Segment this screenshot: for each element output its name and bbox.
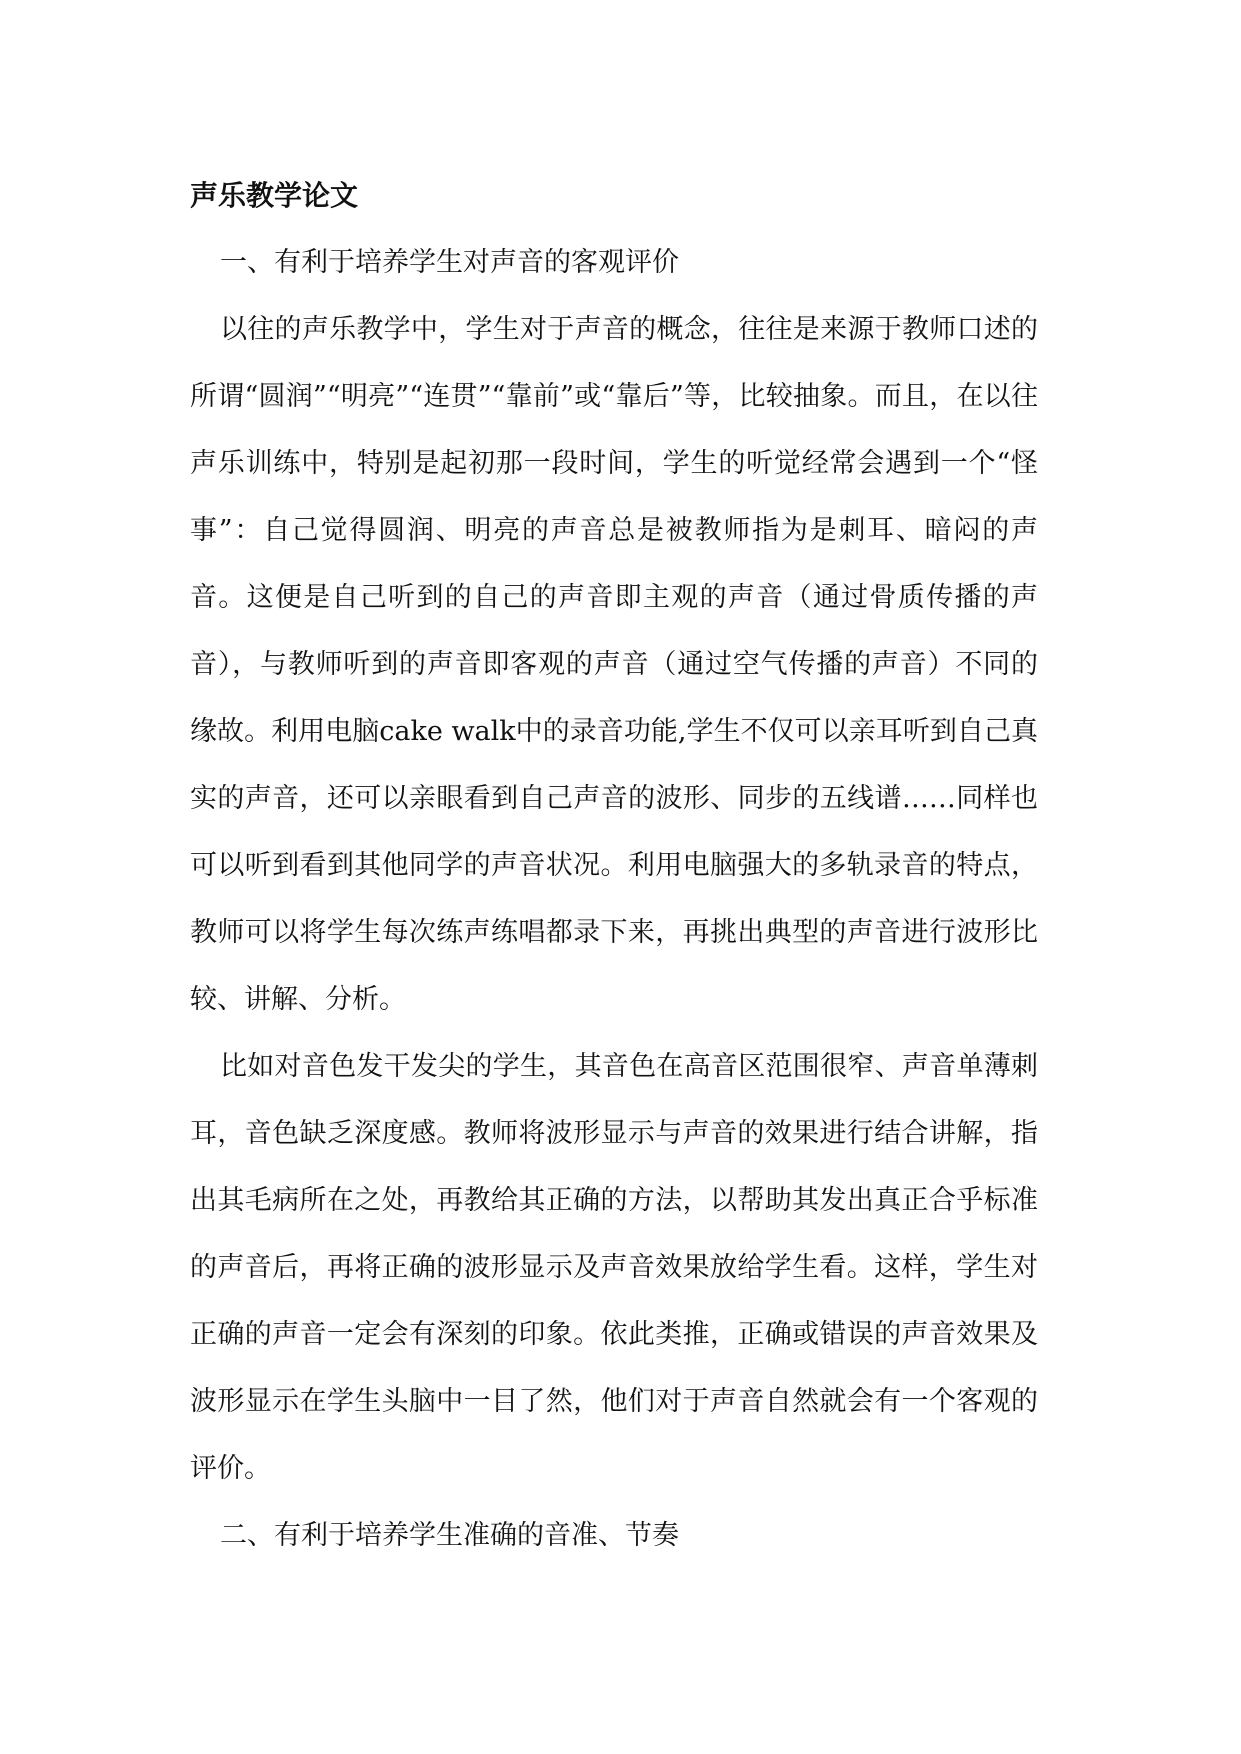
document-body [190, 162, 1038, 1569]
section-heading-1: 一、有利于培养学生对声音的客观评价 [220, 247, 679, 278]
document-title: 声乐教学论文 [190, 179, 359, 212]
paragraph-2: 比如对音色发干发尖的学生，其音色在高音区范围很窄、声音单薄刺耳，音色缺乏深度感。教师将波形显示与声音的效果进行结合讲解，指出其毛病所在之处，再教给其正确的方法，以帮助其发出真正合乎标准的声音后，再将正确的波形显示及声音效果放给学生看。这样，学生对正确的声音一定会有深刻的印象。依此类推，正确或错误的声音效果及波形显示在学生头脑中一目了然，他们对于声音自然就会有一个客观的评价。 [190, 1051, 1038, 1484]
section-heading-2: 二、有利于培养学生准确的音准、节奏 [220, 1520, 679, 1551]
paragraph-1: 以往的声乐教学中，学生对于声音的概念，往往是来源于教师口述的所谓“圆润”“明亮”“连贯”“靠前”或“靠后”等，比较抽象。而且，在以往声乐训练中，特别是起初那一段时间，学生的听觉经常会遇到一个“怪事”：自己觉得圆润、明亮的声音总是被教师指为是刺耳、暗闷的声音。这便是自己听到的自己的声音即主观的声音（通过骨质传播的声音），与教师听到的声音即客观的声音（通过空气传播的声音）不同的缘故。利用电脑cake walk中的录音功能,学生不仅可以亲耳听到自己真实的声音，还可以亲眼看到自己声音的波形、同步的五线谱……同样也可以听到看到其他同学的声音状况。利用电脑强大的多轨录音的特点，教师可以将学生每次练声练唱都录下来，再挑出典型的声音进行波形比较、讲解、分析。 [190, 314, 1038, 1015]
